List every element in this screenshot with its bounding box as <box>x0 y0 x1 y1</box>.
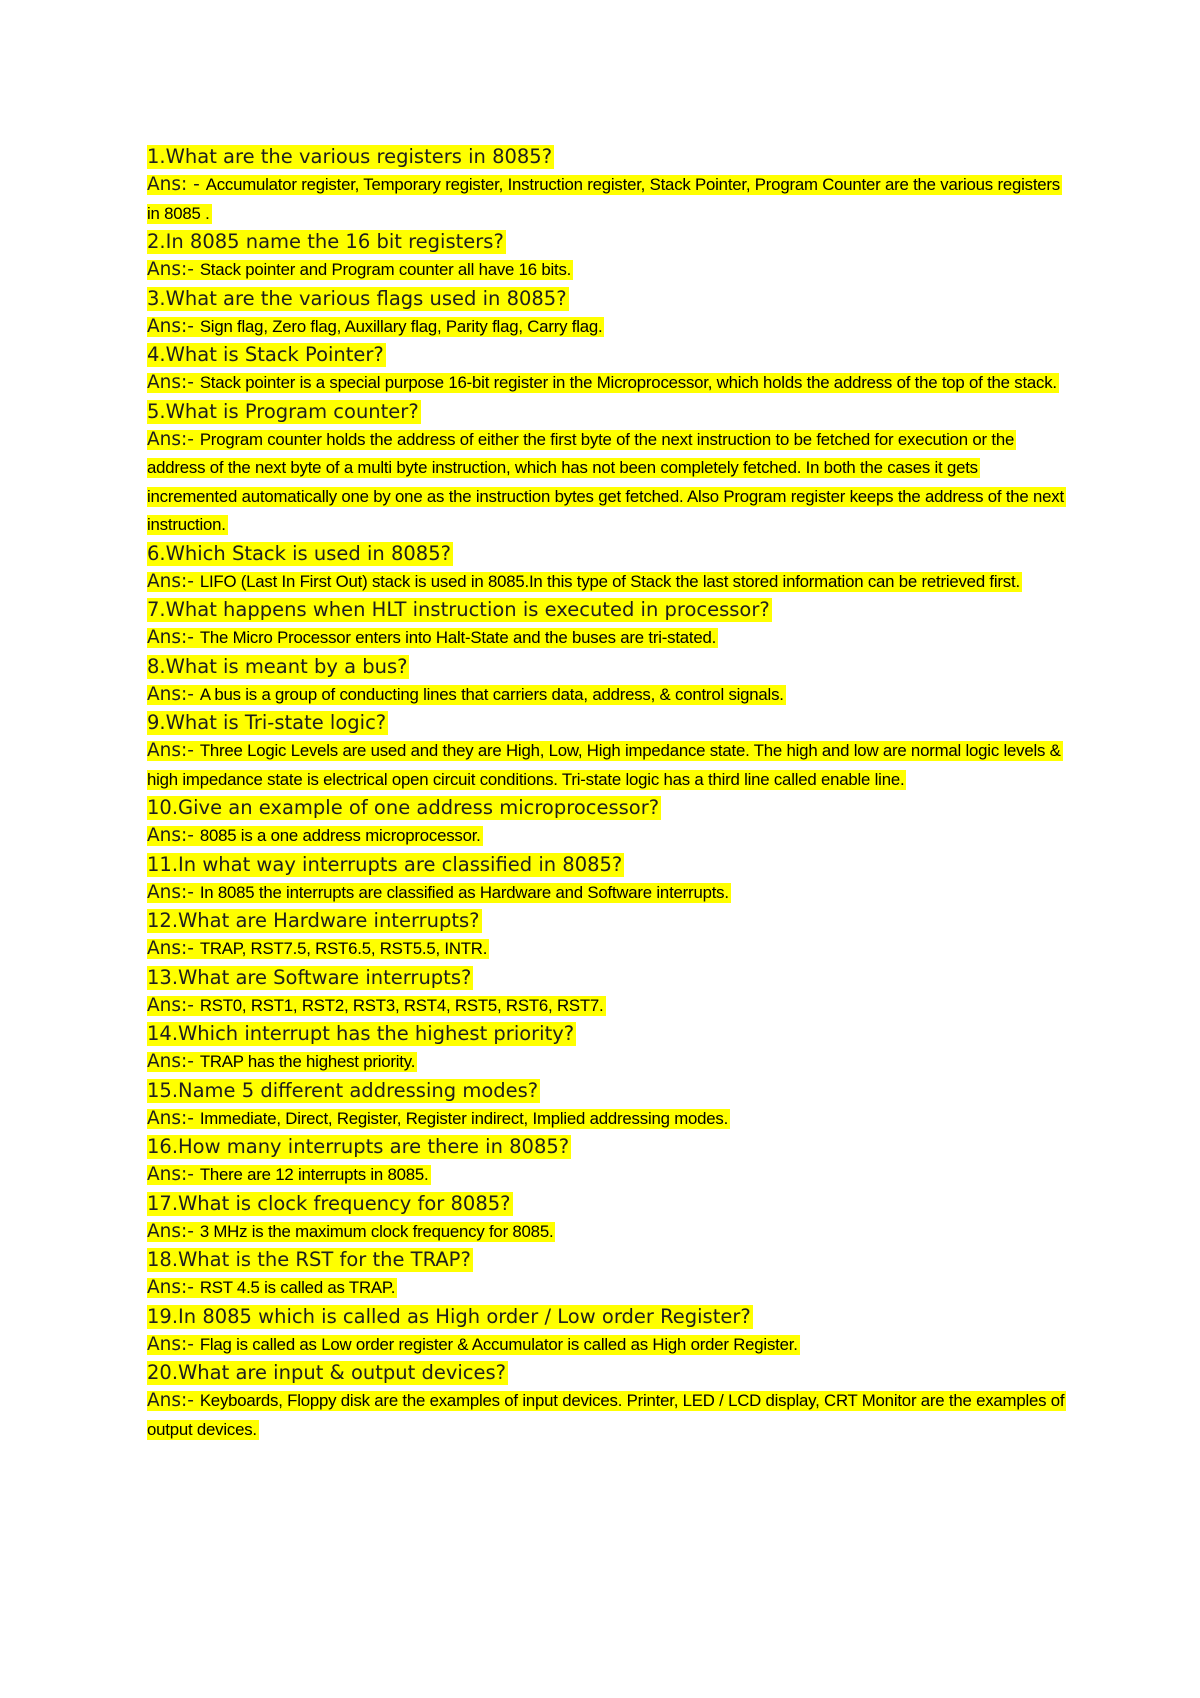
question <box>147 907 1067 935</box>
answer-label: Ans:- <box>147 994 200 1016</box>
answer-highlight <box>147 628 718 648</box>
question-text: 20.What are input & output devices? <box>147 1361 507 1384</box>
question <box>147 285 1067 313</box>
answer-label: Ans: - <box>147 174 206 195</box>
qa-item <box>147 285 1067 342</box>
answer-highlight <box>147 260 573 280</box>
question <box>147 709 1067 737</box>
answer-text: Flag is called as Low order register & Accumulator is called as High order Register. <box>199 1334 798 1354</box>
answer-label: Ans:- <box>147 372 200 393</box>
question-text: 12.What are Hardware interrupts? <box>147 909 480 932</box>
qa-item <box>147 1077 1067 1134</box>
qa-item <box>147 1246 1067 1303</box>
answer-label: Ans:- <box>147 881 200 903</box>
answer <box>147 624 1067 653</box>
answer-highlight <box>147 373 1059 393</box>
question <box>147 341 1067 369</box>
question <box>147 398 1067 426</box>
answer-highlight <box>147 175 1062 224</box>
answer-text: TRAP has the highest priority. <box>199 1052 416 1071</box>
answer-text: Program counter holds the address of either the first byte of the next instruction to be fetched for execution or the address of the next byte of a multi byte instruction, which has not been completely fetched. In both the cases it gets incremented automatically one by one as the instruction bytes get fetched. Also Program register keeps the address of the next instruction. <box>147 429 1064 534</box>
answer-text: 3 MHz is the maximum clock frequency for 8085. <box>199 1221 554 1241</box>
answer-text: Stack pointer is a special purpose 16-bit register in the Microprocessor, which holds the address of the top of the stack. <box>199 373 1057 392</box>
question <box>147 794 1067 822</box>
answer <box>147 681 1067 710</box>
question-text: 4.What is Stack Pointer? <box>147 343 384 366</box>
question-text: 18.What is the RST for the TRAP? <box>147 1248 471 1271</box>
question-text: 13.What are Software interrupts? <box>147 965 472 989</box>
answer <box>147 1161 1067 1190</box>
qa-item <box>147 540 1067 597</box>
answer <box>147 737 1067 794</box>
answer-highlight <box>147 1052 417 1072</box>
question-text: 5.What is Program counter? <box>147 399 419 423</box>
answer-highlight <box>147 883 731 903</box>
answer <box>147 256 1067 285</box>
answer-highlight <box>147 996 606 1016</box>
answer-text: Keyboards, Floppy disk are the examples of input devices. Printer, LED / LCD display, CRT Monitor are the examples of output devices. <box>147 1391 1065 1439</box>
answer-highlight <box>147 1109 730 1129</box>
question-text: 14.Which interrupt has the highest priority? <box>147 1022 575 1045</box>
answer-label: Ans:- <box>147 1107 200 1129</box>
answer-label: Ans:- <box>147 1390 200 1411</box>
answer-text: Accumulator register, Temporary register, Instruction register, Stack Pointer, Program Counter are the various registers in 8085 . <box>147 175 1060 223</box>
qa-item <box>147 398 1067 540</box>
question <box>147 1190 1067 1218</box>
answer <box>147 1105 1067 1134</box>
answer <box>147 171 1067 228</box>
answer-highlight <box>147 939 489 959</box>
answer <box>147 313 1067 342</box>
answer-text: The Micro Processor enters into Halt-State and the buses are tri-stated. <box>199 628 717 647</box>
answer <box>147 1331 1067 1360</box>
answer-label: Ans:- <box>147 740 200 761</box>
answer-highlight <box>147 430 1066 536</box>
question-text: 9.What is Tri-state logic? <box>147 711 387 734</box>
answer-text: TRAP, RST7.5, RST6.5, RST5.5, INTR. <box>199 939 488 958</box>
answer-highlight <box>147 826 483 846</box>
question-text: 19.In 8085 which is called as High order / Low order Register? <box>147 1304 751 1328</box>
answer <box>147 426 1067 540</box>
qa-item <box>147 794 1067 851</box>
qa-item <box>147 1133 1067 1190</box>
answer <box>147 1218 1067 1247</box>
answer-label: Ans:- <box>147 683 200 705</box>
question <box>147 964 1067 992</box>
qa-item <box>147 228 1067 285</box>
question-text: 6.Which Stack is used in 8085? <box>147 541 451 565</box>
answer <box>147 879 1067 908</box>
question <box>147 596 1067 624</box>
question-text: 1.What are the various registers in 8085? <box>147 145 553 168</box>
answer-text: Stack pointer and Program counter all have 16 bits. <box>199 260 572 279</box>
qa-item <box>147 1020 1067 1077</box>
question <box>147 1020 1067 1048</box>
answer-label: Ans:- <box>147 1333 200 1355</box>
answer-label: Ans:- <box>147 1051 200 1072</box>
answer-text: 8085 is a one address microprocessor. <box>199 826 481 845</box>
qa-item <box>147 1190 1067 1247</box>
answer-text: LIFO (Last In First Out) stack is used in 8085.In this type of Stack the last stored information can be retrieved first. <box>199 571 1020 591</box>
answer-text: Three Logic Levels are used and they are High, Low, High impedance state. The high and low are normal logic levels & high impedance state is electrical open circuit conditions. Tri-state logic has a third line called enable line. <box>147 741 1061 789</box>
question-text: 10.Give an example of one address microprocessor? <box>147 796 660 819</box>
question-text: 17.What is clock frequency for 8085? <box>147 1191 511 1215</box>
question-text: 11.In what way interrupts are classified in 8085? <box>147 852 623 876</box>
question-text: 8.What is meant by a bus? <box>147 654 408 678</box>
qa-item <box>147 907 1067 964</box>
answer-text: In 8085 the interrupts are classified as Hardware and Software interrupts. <box>199 882 729 902</box>
question-text: 3.What are the various flags used in 8085? <box>147 286 567 310</box>
answer-text: Sign flag, Zero flag, Auxillary flag, Parity flag, Carry flag. <box>199 316 603 336</box>
qa-item <box>147 851 1067 908</box>
answer-highlight <box>147 1335 800 1355</box>
answer-highlight <box>147 741 1063 790</box>
answer-text: Immediate, Direct, Register, Register indirect, Implied addressing modes. <box>199 1108 729 1128</box>
qa-item <box>147 709 1067 794</box>
qa-item <box>147 1359 1067 1444</box>
answer-highlight <box>147 317 604 337</box>
answer-label: Ans:- <box>147 428 200 450</box>
answer-label: Ans:- <box>147 1220 200 1242</box>
question <box>147 143 1067 171</box>
answer-label: Ans:- <box>147 1277 200 1298</box>
question-text: 15.Name 5 different addressing modes? <box>147 1078 539 1102</box>
answer <box>147 822 1067 851</box>
answer-highlight <box>147 1391 1066 1440</box>
question <box>147 851 1067 879</box>
answer <box>147 1274 1067 1303</box>
answer-text: A bus is a group of conducting lines that carriers data, address, & control signals. <box>199 684 784 704</box>
question <box>147 653 1067 681</box>
question <box>147 1133 1067 1161</box>
question <box>147 1303 1067 1331</box>
question <box>147 540 1067 568</box>
question <box>147 1246 1067 1274</box>
qa-item <box>147 964 1067 1021</box>
answer-label: Ans:- <box>147 570 200 592</box>
answer-label: Ans:- <box>147 315 200 337</box>
question-text: 2.In 8085 name the 16 bit registers? <box>147 230 504 253</box>
qa-item <box>147 143 1067 228</box>
answer <box>147 992 1067 1021</box>
answer-highlight <box>147 1222 555 1242</box>
question <box>147 228 1067 256</box>
answer-text: RST 4.5 is called as TRAP. <box>199 1278 396 1297</box>
answer <box>147 1387 1067 1444</box>
answer <box>147 1048 1067 1077</box>
answer-highlight <box>147 685 786 705</box>
question-text: 7.What happens when HLT instruction is executed in processor? <box>147 598 770 621</box>
answer-label: Ans:- <box>147 259 200 280</box>
answer <box>147 568 1067 597</box>
answer-highlight <box>147 572 1022 592</box>
answer-highlight <box>147 1165 431 1185</box>
question <box>147 1359 1067 1387</box>
answer-text: There are 12 interrupts in 8085. <box>199 1165 429 1184</box>
qa-document <box>147 143 1067 1444</box>
answer-label: Ans:- <box>147 1164 200 1185</box>
qa-item <box>147 341 1067 398</box>
answer <box>147 369 1067 398</box>
answer <box>147 935 1067 964</box>
answer-label: Ans:- <box>147 627 200 648</box>
qa-item <box>147 1303 1067 1360</box>
answer-highlight <box>147 1278 397 1298</box>
qa-item <box>147 596 1067 653</box>
answer-label: Ans:- <box>147 825 200 846</box>
answer-text: RST0, RST1, RST2, RST3, RST4, RST5, RST6, RST7. <box>199 995 604 1015</box>
qa-item <box>147 653 1067 710</box>
question <box>147 1077 1067 1105</box>
answer-label: Ans:- <box>147 938 200 959</box>
question-text: 16.How many interrupts are there in 8085? <box>147 1135 570 1158</box>
